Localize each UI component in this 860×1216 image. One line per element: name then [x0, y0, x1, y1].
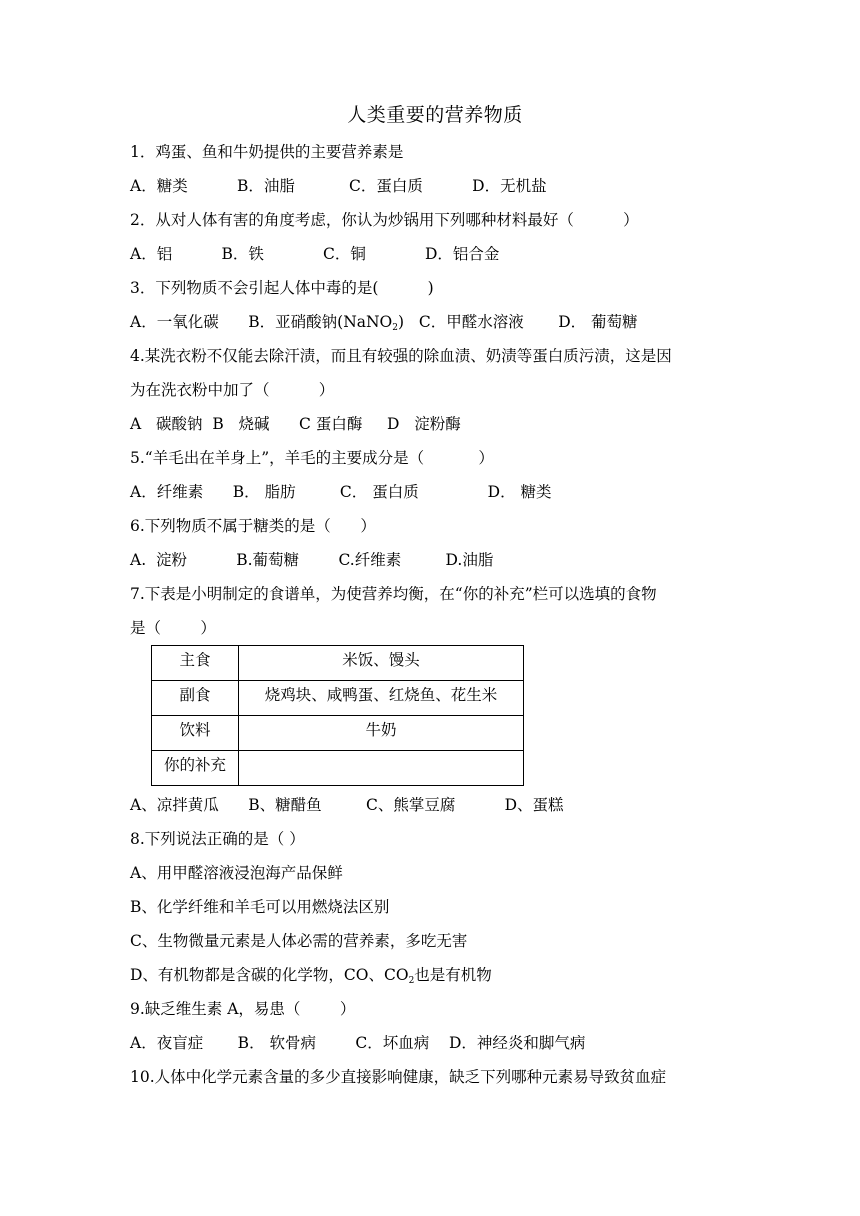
- menu-table: [151, 645, 524, 786]
- table-cell-label: 你的补充: [152, 751, 239, 786]
- question-7-stem-line-2: 是（ ）: [130, 619, 216, 637]
- table-cell-value: 牛奶: [239, 716, 524, 751]
- question-1-stem: 1．鸡蛋、鱼和牛奶提供的主要营养素是: [130, 143, 404, 161]
- question-4-options: A 碳酸钠 B 烧碱 C 蛋白酶 D 淀粉酶: [130, 415, 461, 433]
- question-3-options: [130, 305, 740, 339]
- question-6-stem: 6.下列物质不属于糖类的是（ ）: [130, 517, 376, 535]
- table-cell-label: 副食: [152, 681, 239, 716]
- subscript-2: 2: [408, 976, 415, 986]
- question-6-options: A. 淀粉 B.葡萄糖 C.纤维素 D.油脂: [130, 551, 494, 569]
- question-4-stem-line-1: 4.某洗衣粉不仅能去除汗渍，而且有较强的除血渍、奶渍等蛋白质污渍，这是因: [130, 347, 672, 365]
- question-8-option-d: [130, 958, 740, 992]
- question-3-stem: 3．下列物质不会引起人体中毒的是( ): [130, 279, 434, 297]
- worksheet-page: [130, 100, 740, 1094]
- question-8-stem: 8.下列说法正确的是（ ）: [130, 830, 305, 848]
- subscript-2: 2: [392, 323, 399, 333]
- table-row: [152, 646, 524, 681]
- table-row: [152, 681, 524, 716]
- table-row: [152, 751, 524, 786]
- question-10-stem: 10.人体中化学元素含量的多少直接影响健康，缺乏下列哪种元素易导致贫血症: [130, 1068, 667, 1086]
- question-8-option-d-pre: D、有机物都是含碳的化学物，CO、CO: [130, 966, 409, 984]
- question-7-stem-line-1: 7.下表是小明制定的食谱单，为使营养均衡，在“你的补充”栏可以选填的食物: [130, 585, 657, 603]
- question-7-options: A、凉拌黄瓜 B、糖醋鱼 C、熊掌豆腐 D、蛋糕: [130, 796, 564, 814]
- question-8-option-c: C、生物微量元素是人体必需的营养素，多吃无害: [130, 932, 468, 950]
- question-8-option-d-post: 也是有机物: [414, 966, 492, 984]
- table-cell-label: 饮料: [152, 716, 239, 751]
- question-8-option-a: A、用甲醛溶液浸泡海产品保鲜: [130, 864, 343, 882]
- question-5-stem: 5.“羊毛出在羊身上”，羊毛的主要成分是（ ）: [130, 449, 494, 467]
- question-2-options: A．铝 B．铁 C．铜 D．铝合金: [130, 245, 500, 263]
- question-8-option-b: B、化学纤维和羊毛可以用燃烧法区别: [130, 898, 390, 916]
- question-9-stem: 9.缺乏维生素 A，易患（ ）: [130, 1000, 356, 1018]
- question-2-stem: 2．从对人体有害的角度考虑，你认为炒锅用下列哪种材料最好（ ）: [130, 211, 639, 229]
- question-4-stem-line-2: 为在洗衣粉中加了（ ）: [130, 381, 335, 399]
- table-cell-label: 主食: [152, 646, 239, 681]
- table-row: [152, 716, 524, 751]
- question-5-options: A．纤维素 B． 脂肪 C． 蛋白质 D． 糖类: [130, 483, 552, 501]
- page-title: 人类重要的营养物质: [347, 104, 523, 126]
- question-9-options: A．夜盲症 B． 软骨病 C．坏血病 D．神经炎和脚气病: [130, 1034, 586, 1052]
- table-cell-value: 烧鸡块、咸鸭蛋、红烧鱼、花生米: [239, 681, 524, 716]
- question-3-options-a: A．一氧化碳 B．亚硝酸钠(NaNO: [130, 313, 393, 331]
- question-3-options-b: ) C．甲醛水溶液 D． 葡萄糖: [398, 313, 638, 331]
- table-cell-value: 米饭、馒头: [239, 646, 524, 681]
- table-cell-value: [239, 751, 524, 786]
- question-1-options: A．糖类 B．油脂 C．蛋白质 D．无机盐: [130, 177, 547, 195]
